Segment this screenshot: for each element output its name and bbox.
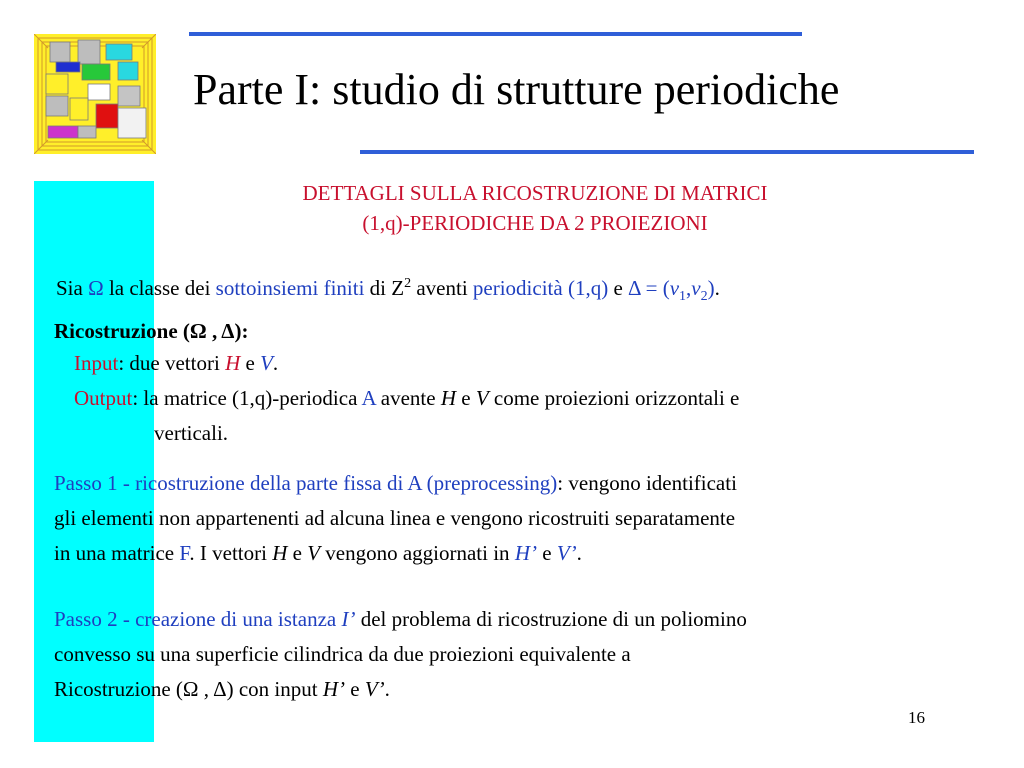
periodicita-term: periodicità (1,q) bbox=[472, 276, 609, 300]
output-label: Output bbox=[74, 386, 133, 410]
paren: ) bbox=[707, 276, 715, 300]
V: V bbox=[475, 386, 489, 410]
polyomino-grid-logo-icon bbox=[34, 34, 156, 154]
V: V bbox=[307, 541, 321, 565]
H-prime: H’ bbox=[514, 541, 537, 565]
text: del problema di ricostruzione di un poliomino bbox=[355, 607, 747, 631]
delta-def: Δ = ( bbox=[628, 276, 670, 300]
passo2-line3 bbox=[54, 674, 390, 704]
text: la classe dei bbox=[103, 276, 216, 300]
subscript: 1 bbox=[679, 289, 687, 305]
dot: . bbox=[576, 541, 582, 565]
sottoinsiemi-term: sottoinsiemi finiti bbox=[215, 276, 365, 300]
text: verticali. bbox=[154, 421, 229, 445]
output-line bbox=[74, 383, 739, 413]
ricostruzione-heading bbox=[54, 316, 248, 346]
I-prime: I’ bbox=[341, 607, 356, 631]
H-prime: H’ bbox=[322, 677, 345, 701]
heading-text: Ricostruzione (Ω , Δ): bbox=[54, 319, 249, 343]
input-line bbox=[74, 348, 278, 378]
F: F bbox=[179, 541, 190, 565]
v1: v bbox=[669, 276, 680, 300]
passo1-line3 bbox=[54, 538, 582, 568]
text: e bbox=[287, 541, 308, 565]
dot: . bbox=[714, 276, 720, 300]
text: e bbox=[345, 677, 365, 701]
title-rule-bottom bbox=[360, 150, 974, 154]
v2: v bbox=[691, 276, 701, 300]
text: di Z bbox=[364, 276, 405, 300]
passo1-line1 bbox=[54, 468, 737, 498]
text: e bbox=[240, 351, 261, 375]
text: e bbox=[455, 386, 476, 410]
text: . I vettori bbox=[189, 541, 273, 565]
text: avente bbox=[375, 386, 441, 410]
text: come proiezioni orizzontali e bbox=[488, 386, 740, 410]
V: V bbox=[260, 351, 273, 375]
text: Sia bbox=[56, 276, 89, 300]
A: A bbox=[361, 386, 376, 410]
passo1-label: Passo 1 - ricostruzione della parte fissa di A (preprocessing) bbox=[54, 471, 558, 495]
V-prime: V’ bbox=[556, 541, 577, 565]
passo2-line2 bbox=[54, 639, 631, 669]
text: in una matrice bbox=[54, 541, 180, 565]
text: convesso su una superficie cilindrica da due proiezioni equivalente a bbox=[54, 642, 631, 666]
superscript: 2 bbox=[404, 276, 412, 291]
title-rule-top bbox=[189, 32, 802, 36]
output-line-2 bbox=[154, 418, 228, 448]
text: gli elementi non appartenenti ad alcuna linea e vengono ricostruiti separatamente bbox=[54, 506, 736, 530]
text: aventi bbox=[411, 276, 473, 300]
dot: . bbox=[272, 351, 279, 375]
text: : la matrice (1,q)-periodica bbox=[132, 386, 362, 410]
text: e bbox=[536, 541, 557, 565]
intro-line bbox=[56, 273, 720, 303]
omega-symbol: Ω bbox=[88, 276, 104, 300]
page-title: Parte I: studio di strutture periodiche bbox=[193, 65, 840, 114]
comma: , bbox=[686, 276, 692, 300]
passo2-label: Passo 2 - creazione di una istanza bbox=[54, 607, 342, 631]
page-number: 16 bbox=[908, 708, 925, 727]
text: : vengono identificati bbox=[557, 471, 737, 495]
input-label: Input bbox=[74, 351, 119, 375]
text: vengono aggiornati in bbox=[320, 541, 515, 565]
subtitle bbox=[160, 178, 910, 238]
dot: . bbox=[384, 677, 390, 701]
passo1-line2 bbox=[54, 503, 735, 533]
H: H bbox=[225, 351, 241, 375]
subscript: 2 bbox=[700, 289, 708, 305]
passo2-line1 bbox=[54, 604, 747, 634]
subtitle-line-1: DETTAGLI SULLA RICOSTRUZIONE DI MATRICI bbox=[302, 181, 768, 205]
H: H bbox=[272, 541, 288, 565]
V-prime: V’ bbox=[364, 677, 385, 701]
H: H bbox=[440, 386, 456, 410]
text: : due vettori bbox=[118, 351, 226, 375]
text: e bbox=[608, 276, 629, 300]
text: Ricostruzione (Ω , Δ) con input bbox=[54, 677, 323, 701]
subtitle-line-2: (1,q)-PERIODICHE DA 2 PROIEZIONI bbox=[362, 211, 708, 235]
